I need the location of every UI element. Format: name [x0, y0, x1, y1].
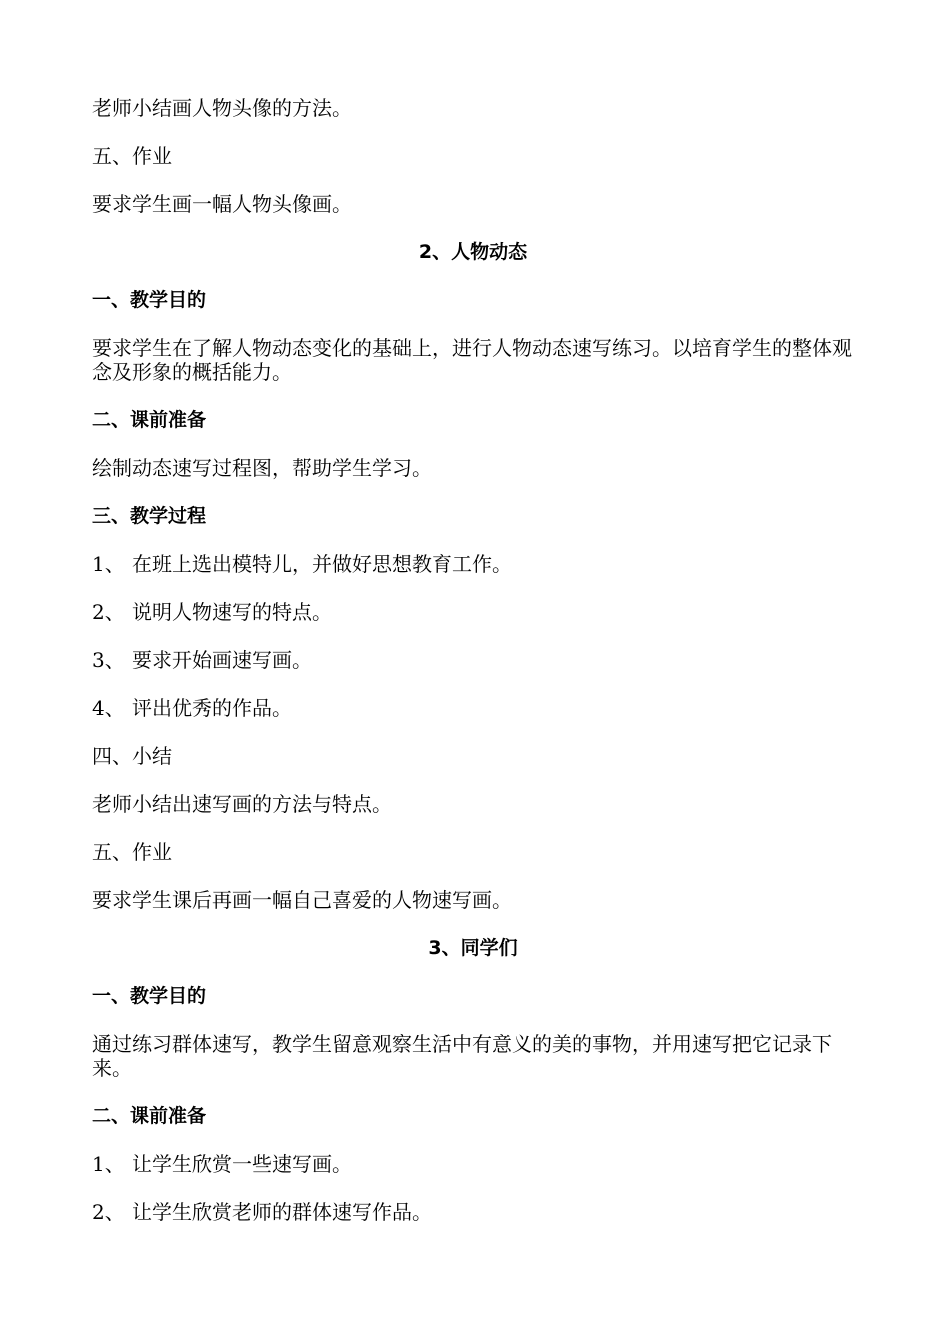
- list-item: [92, 696, 854, 720]
- list-item-number: 3、: [92, 648, 125, 672]
- section-title: 2、人物动态: [418, 241, 528, 263]
- summary-paragraph: 老师小结出速写画的方法与特点。: [92, 792, 392, 816]
- goal-paragraph: 通过练习群体速写，教学生留意观察生活中有意义的美的事物，并用速写把它记录下来。: [92, 1032, 832, 1080]
- prep-heading: 二、课前准备: [92, 1105, 207, 1127]
- list-item-text: 在班上选出模特儿，并做好思想教育工作。: [132, 552, 512, 576]
- goal-heading: 一、教学目的: [92, 985, 207, 1007]
- list-item-number: 1、: [92, 1152, 125, 1176]
- process-heading: 三、教学过程: [92, 505, 207, 527]
- list-item-text: 让学生欣赏老师的群体速写作品。: [132, 1200, 432, 1224]
- list-item-text: 让学生欣赏一些速写画。: [132, 1152, 352, 1176]
- summary-paragraph: 老师小结画人物头像的方法。: [92, 96, 352, 120]
- list-item-text: 要求开始画速写画。: [132, 648, 312, 672]
- document-page: [92, 96, 854, 1248]
- list-item-text: 评出优秀的作品。: [132, 696, 292, 720]
- prep-heading: 二、课前准备: [92, 409, 207, 431]
- list-item: [92, 600, 854, 624]
- homework-paragraph: 要求学生画一幅人物头像画。: [92, 192, 352, 216]
- list-item: [92, 648, 854, 672]
- homework-heading: 五、作业: [92, 840, 172, 864]
- homework-heading: 五、作业: [92, 144, 172, 168]
- list-item: [92, 1200, 854, 1224]
- list-item-number: 1、: [92, 552, 125, 576]
- list-item: [92, 1152, 854, 1176]
- list-item-number: 2、: [92, 600, 125, 624]
- goal-paragraph: 要求学生在了解人物动态变化的基础上，进行人物动态速写练习。以培育学生的整体观念及形象的概括能力。: [92, 336, 852, 384]
- list-item-number: 4、: [92, 696, 125, 720]
- list-item-number: 2、: [92, 1200, 125, 1224]
- list-item-text: 说明人物速写的特点。: [132, 600, 332, 624]
- summary-heading: 四、小结: [92, 744, 172, 768]
- list-item: [92, 552, 854, 576]
- homework-paragraph: 要求学生课后再画一幅自己喜爱的人物速写画。: [92, 888, 512, 912]
- section-title: 3、同学们: [428, 937, 518, 959]
- goal-heading: 一、教学目的: [92, 289, 207, 311]
- prep-paragraph: 绘制动态速写过程图，帮助学生学习。: [92, 456, 432, 480]
